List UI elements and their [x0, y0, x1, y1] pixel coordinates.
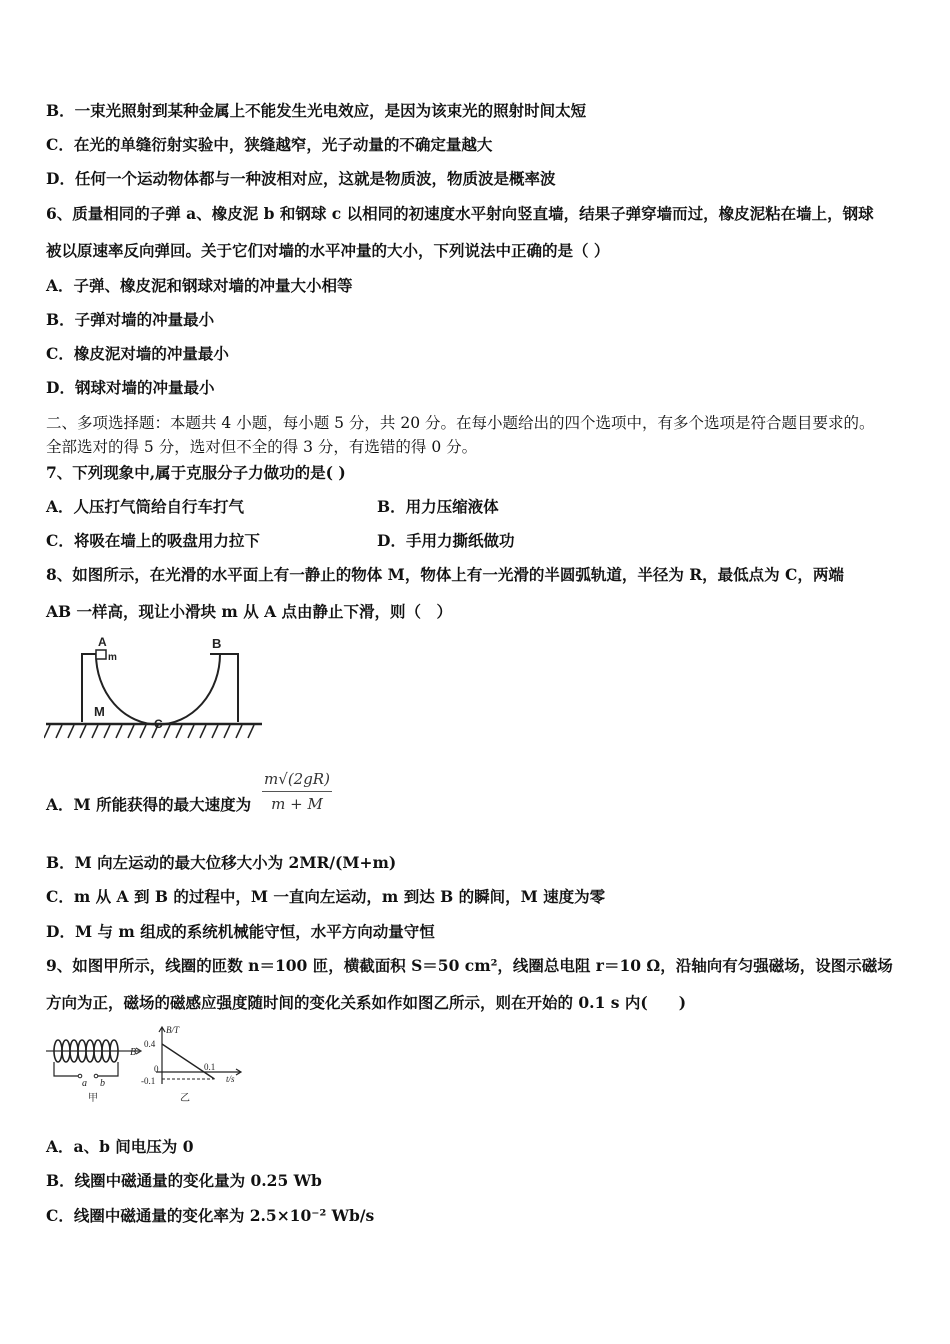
lead-a — [54, 1062, 80, 1076]
terminal-a: a — [82, 1078, 87, 1089]
x-axis-label: t/s — [226, 1074, 235, 1084]
question-9-line-2: 方向为正，磁场的磁感应强度随时间的变化关系如作如图乙所示，则在开始的 0.1 s 内( ) — [46, 993, 687, 1012]
label-b: B — [212, 636, 222, 651]
coil-diagram — [46, 1040, 141, 1104]
question-7-option-a: A．人压打气筒给自行车打气 — [46, 497, 245, 516]
question-9-option-a: A．a、b 间电压为 0 — [46, 1137, 194, 1156]
label-yi: 乙 — [180, 1093, 190, 1104]
question-7: 7、下列现象中,属于克服分子力做功的是( ) — [46, 463, 346, 482]
question-8-option-a: A．M 所能获得的最大速度为 — [46, 795, 252, 814]
question-7-option-b: B．用力压缩液体 — [377, 497, 499, 516]
figure-semicircle-track — [44, 632, 264, 746]
max-speed-formula — [262, 770, 332, 813]
label-m: m — [108, 652, 117, 663]
question-6-line-1: 6、质量相同的子弹 a、橡皮泥 b 和钢球 c 以相同的初速度水平射向竖直墙，结果子弹穿墙而过，橡皮泥粘在墙上，钢球 — [46, 204, 874, 223]
section-2-header-line-2: 全部选对的得 5 分，选对但不全的得 3 分，有选错的得 0 分。 — [46, 438, 478, 456]
formula-numerator: m√(2gR) — [262, 770, 332, 792]
section-2-header-line-1: 二、多项选择题：本题共 4 小题，每小题 5 分，共 20 分。在每小题给出的四个选项中，有多个选项是符合题目要求的。 — [46, 414, 875, 432]
y-tick-bottom: -0.1 — [141, 1076, 156, 1086]
bt-graph — [141, 1025, 241, 1104]
question-6-option-b: B．子弹对墙的冲量最小 — [46, 310, 215, 329]
label-a: A — [98, 635, 107, 649]
question-6-option-d: D．钢球对墙的冲量最小 — [46, 378, 215, 397]
question-6-option-c: C．橡皮泥对墙的冲量最小 — [46, 344, 229, 363]
option-b-photoelectric: B．一束光照射到某种金属上不能发生光电效应，是因为该束光的照射时间太短 — [46, 101, 587, 120]
y-axis-label: B/T — [166, 1025, 180, 1035]
lead-b — [96, 1062, 118, 1076]
question-8-option-c: C．m 从 A 到 B 的过程中，M 一直向左运动，m 到达 B 的瞬间，M 速度为零 — [46, 887, 606, 906]
label-jia: 甲 — [88, 1093, 98, 1104]
question-8-line-1: 8、如图所示，在光滑的水平面上有一静止的物体 M，物体上有一光滑的半圆弧轨道，半径为 R，最低点为 C，两端 — [46, 565, 844, 584]
formula-denominator: m + M — [271, 795, 323, 813]
semicircle-track — [96, 654, 220, 725]
x-tick: 0.1 — [204, 1062, 216, 1072]
figure-coil-and-graph — [44, 1024, 254, 1106]
terminal-b: b — [100, 1078, 105, 1089]
question-7-option-d: D．手用力撕纸做功 — [377, 531, 515, 550]
question-9-line-1: 9、如图甲所示，线圈的匝数 n＝100 匝，横截面积 S＝50 cm²，线圈总电阻 r＝10 Ω，沿轴向有匀强磁场，设图示磁场 — [46, 956, 893, 975]
question-9-option-c: C．线圈中磁通量的变化率为 2.5×10⁻² Wb/s — [46, 1206, 375, 1225]
origin-label: 0 — [154, 1064, 159, 1074]
question-7-option-c: C．将吸在墙上的吸盘用力拉下 — [46, 531, 260, 550]
block-right-wall — [210, 654, 238, 722]
slider-block — [96, 650, 106, 659]
question-6-option-a: A．子弹、橡皮泥和钢球对墙的冲量大小相等 — [46, 276, 353, 295]
label-big-m: M — [94, 704, 105, 719]
option-c-diffraction: C．在光的单缝衍射实验中，狭缝越窄，光子动量的不确定量越大 — [46, 135, 493, 154]
ground-hatching — [44, 725, 254, 738]
label-c: C — [154, 717, 163, 731]
y-tick-top: 0.4 — [144, 1039, 156, 1049]
question-6-line-2: 被以原速率反向弹回。关于它们对墙的水平冲量的大小，下列说法中正确的是（ ） — [46, 241, 610, 260]
question-8-option-d: D．M 与 m 组成的系统机械能守恒，水平方向动量守恒 — [46, 922, 435, 941]
question-8-line-2: AB 一样高，现让小滑块 m 从 A 点由静止下滑，则（ ） — [46, 602, 453, 621]
question-9-option-b: B．线圈中磁通量的变化量为 0.25 Wb — [46, 1171, 322, 1190]
option-d-matter-wave: D．任何一个运动物体都与一种波相对应，这就是物质波，物质波是概率波 — [46, 169, 556, 188]
coil-label-b-field: B — [130, 1047, 137, 1058]
question-8-option-b: B．M 向左运动的最大位移大小为 2MR/(M+m) — [46, 853, 397, 872]
